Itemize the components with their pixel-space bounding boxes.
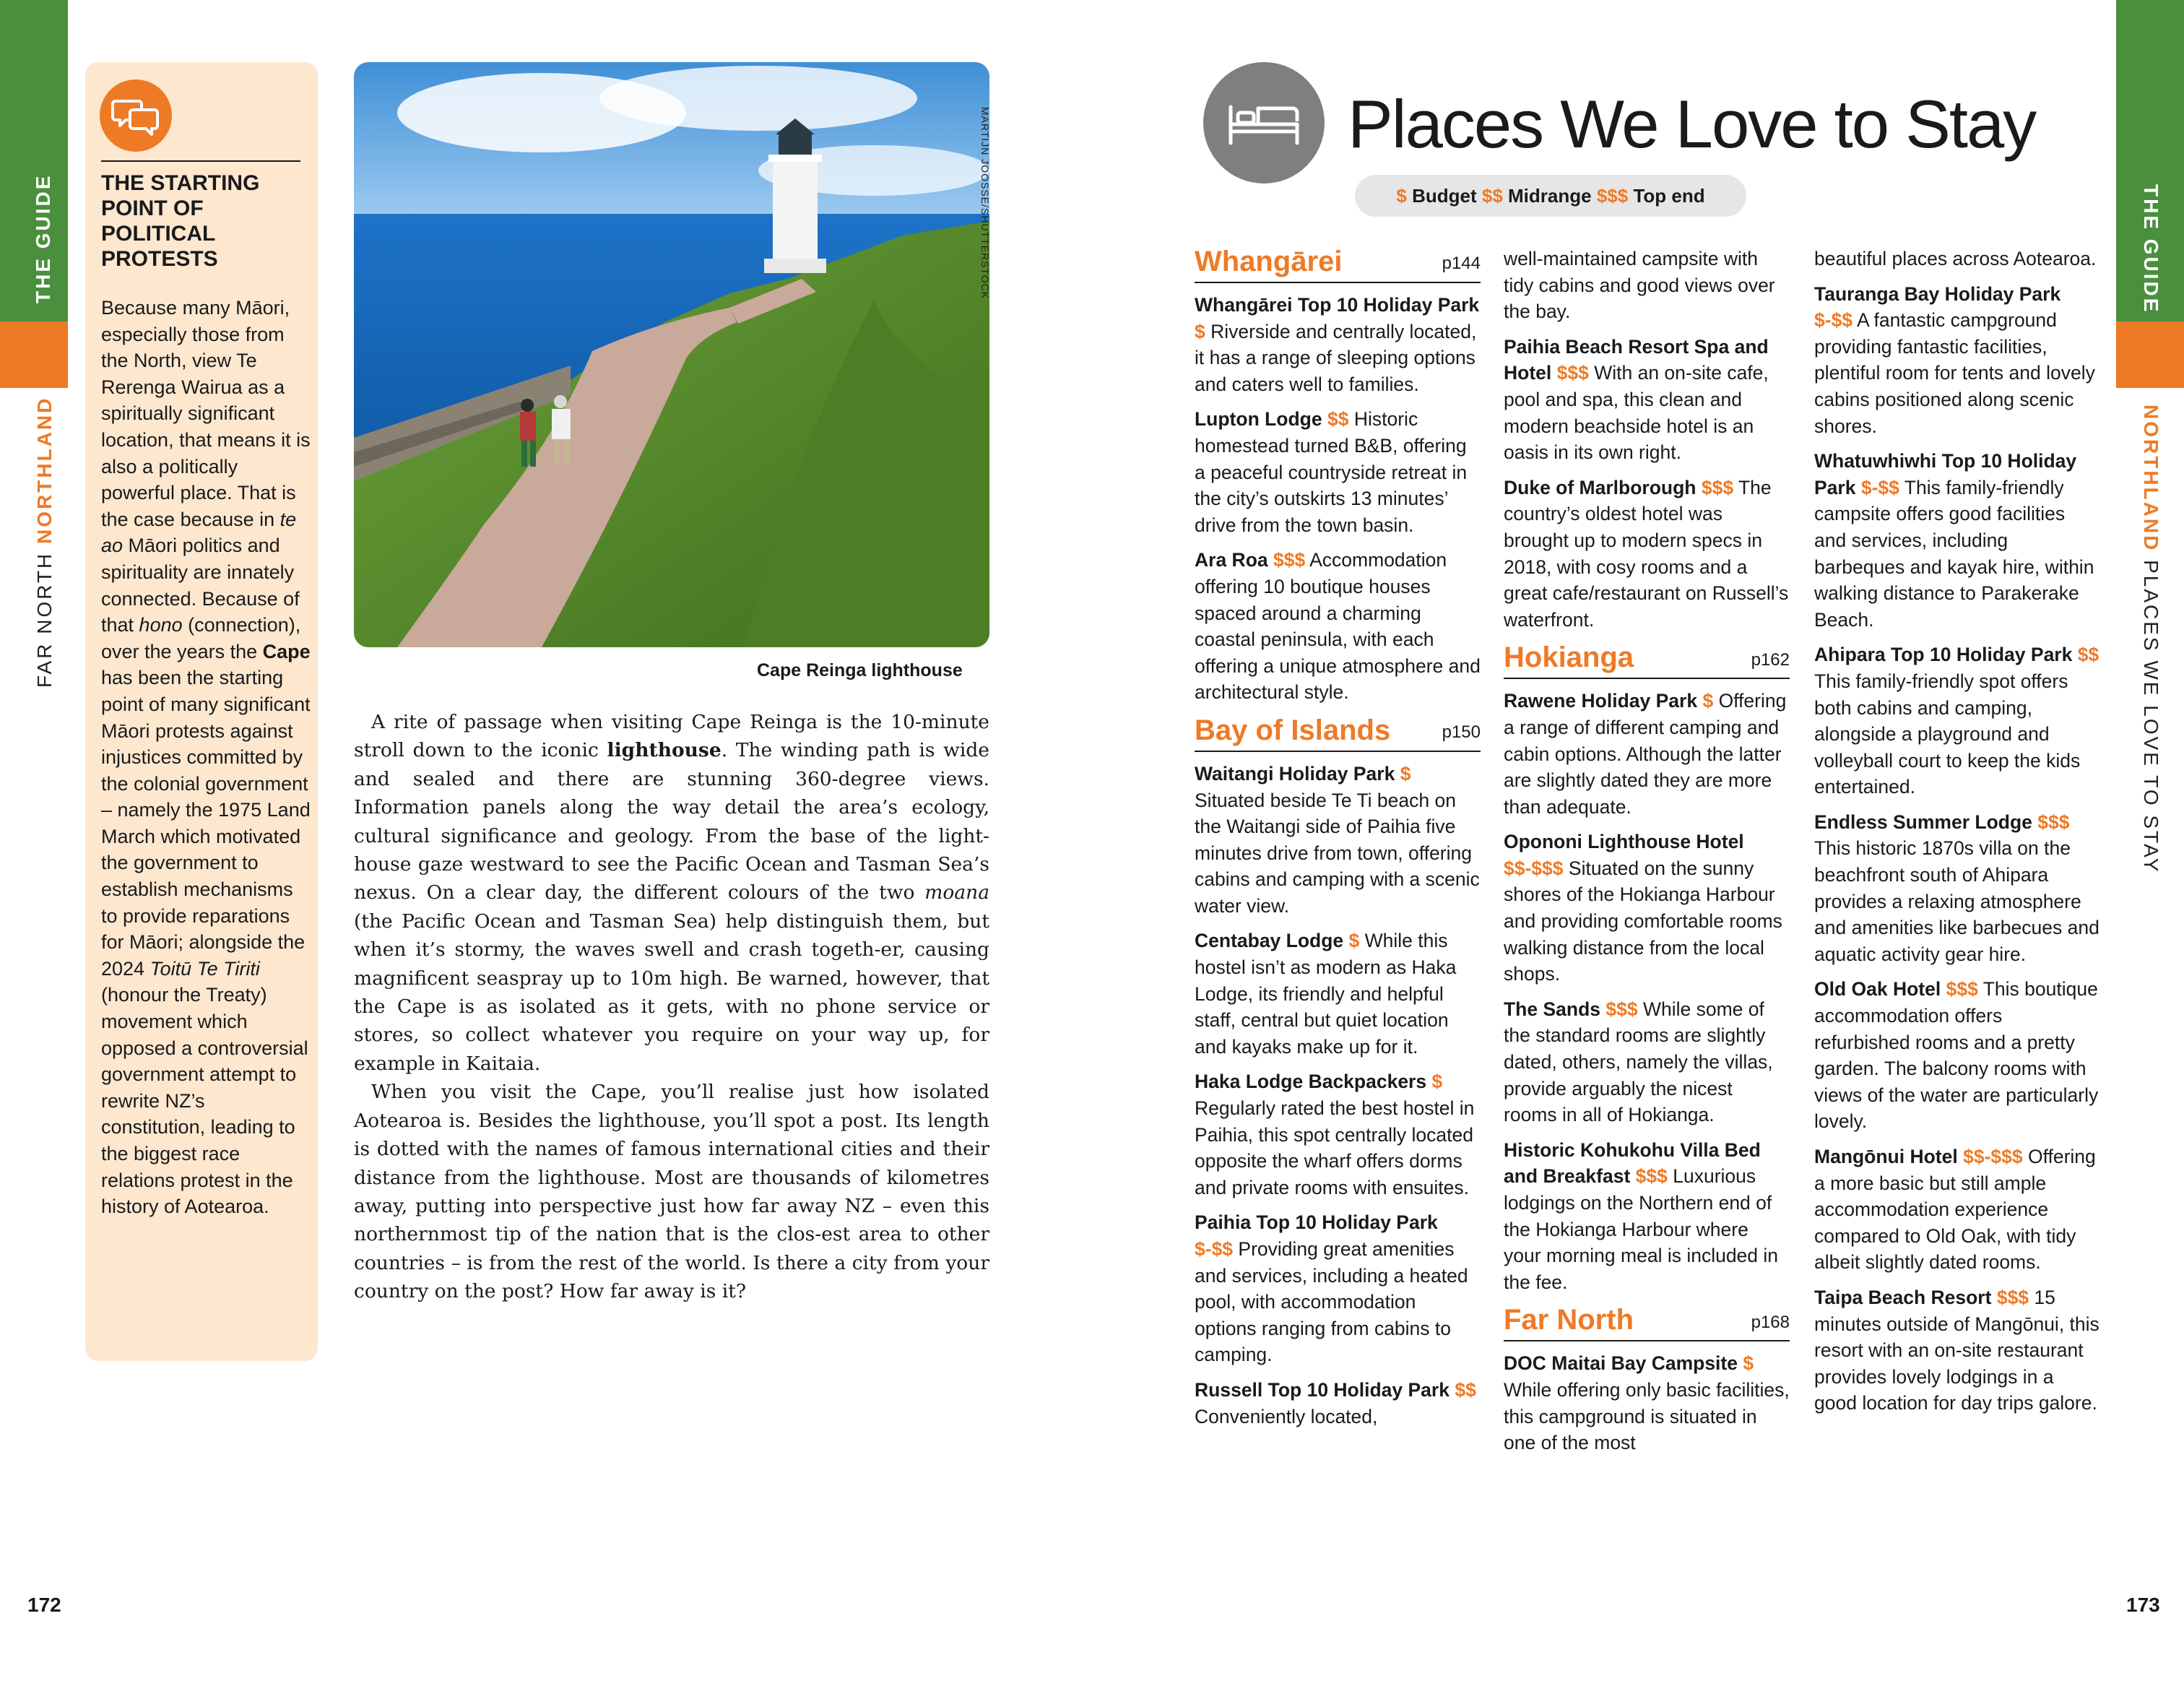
section-tab-left: [0, 321, 68, 388]
page-number-right: 173: [2126, 1594, 2160, 1616]
guide-tab-left-label: THE GUIDE: [32, 173, 54, 303]
sidebar-body: [101, 295, 311, 1220]
price-legend: [1355, 175, 1746, 217]
cape-reinga-lighthouse-photo: [354, 62, 989, 647]
listing-price: $$$: [1606, 998, 1638, 1020]
listing-column-1: [1195, 246, 1481, 1438]
listing-description: Situated beside Te Ti beach on the Waitangi side of Paihia five minutes drive from town, offering cabins and camping with a scenic water view.: [1195, 789, 1480, 917]
listing-price: $: [1431, 1071, 1443, 1093]
listing-name: Historic Kohukohu Villa Bed and Breakfast: [1504, 1138, 1761, 1188]
text-run: (the Pacific Ocean and Tasman Sea) help distinguish them, but when it’s stormy, the waves swell and crash togeth-er, causing magnificent seaspray up to 10m high. Be warned, however, that the Cape is as isolated as it gets, with no phone service or stores, so collect whatever you require on your way up, for example in Kaitaia.: [354, 909, 989, 1075]
listing-item: [1814, 1144, 2100, 1276]
region-page-ref: p162: [1751, 649, 1790, 670]
listing-name: Taipa Beach Resort: [1814, 1286, 1992, 1308]
listing-item: [1195, 1068, 1481, 1201]
listing-price: $$: [1455, 1378, 1476, 1401]
listing-name: Mangōnui Hotel: [1814, 1146, 1958, 1167]
listing-price: $: [1348, 930, 1360, 952]
listing-price: $$$: [1635, 1165, 1668, 1188]
listing-item: [1195, 1377, 1481, 1430]
listing-name: Opononi Lighthouse Hotel: [1504, 831, 1744, 853]
listing-item: [1195, 761, 1481, 920]
region-name: Bay of Islands: [1195, 714, 1391, 746]
listing-description: This historic 1870s villa on the beachfront south of Ahipara provides a relaxing atmosphere and amenities like barbecues and aquatic activity gear hire.: [1814, 837, 2100, 965]
cape-reinga-article: [354, 708, 989, 1306]
listing-price: $$$: [1701, 476, 1734, 498]
page-title: Places We Love to Stay: [1348, 86, 2036, 162]
listing-item: [1504, 475, 1790, 634]
listing-price: $: [1195, 320, 1205, 342]
legend-midrange-symbol: $$: [1481, 185, 1503, 207]
listing-description: While this hostel isn’t as modern as Haka Lodge, its friendly and helpful staff, central but quiet location and kayaks make up for it.: [1195, 930, 1457, 1058]
listing-name: Tauranga Bay Holiday Park: [1814, 282, 2061, 305]
region-heading: [1504, 641, 1790, 679]
listing-item: [1195, 1209, 1481, 1368]
text-run: When you visit the Cape, you’ll realise just how isolated Aotearoa is. Besides the lighthouse, you’ll spot a post. Its length is dotted with the names of famous international cities and their distance from the lighthouse. Most are thousands of kilometres away, putting into perspective just how far away NZ – even this northernmost tip of the nation that is the clos-est area to other countries – is from the rest of the world. Is there a city from your country on the post? How far away is it?: [354, 1081, 989, 1303]
listing-description: While offering only basic facilities, this campground is situated in one of the most: [1504, 1378, 1790, 1454]
listing-item: [1814, 809, 2100, 968]
text-run: te ao: [101, 508, 297, 557]
listing-item: [1195, 547, 1481, 706]
listing-description: A fantastic campground providing fantastic facilities, plentiful room for tents and lovely cabins positioned along scenic shores.: [1814, 309, 2095, 437]
listing-description: Situated on the sunny shores of the Hokianga Harbour and providing comfortable rooms walking distance from the local shops.: [1504, 857, 1782, 985]
region-name: Hokianga: [1504, 641, 1634, 674]
legend-midrange-label: Midrange: [1508, 185, 1592, 207]
text-run: Māori politics and spirituality are innately connected. Because of that: [101, 535, 300, 636]
listing-description: Riverside and centrally located, it has a range of sleeping options and caters well to families.: [1195, 320, 1477, 395]
listing-description: Accommodation offering 10 boutique houses spaced around a charming coastal peninsula, with each offering a unique atmosphere and architectural style.: [1195, 549, 1481, 704]
listing-name: Ara Roa: [1195, 549, 1268, 571]
region-heading: [1195, 246, 1481, 283]
listing-name: Whatuwhiwhi Top 10 Holiday Park: [1814, 450, 2077, 498]
listing-name: DOC Maitai Bay Campsite: [1504, 1352, 1738, 1375]
listing-description: Luxurious lodgings on the Northern end of the Hokianga Harbour where your morning meal is included in the fee.: [1504, 1165, 1779, 1293]
text-run: Because many Māori, especially those from the North, view Te Rerenga Wairua as a spiritually significant location, that means it is also a politically powerful place. That is the case because in: [101, 297, 311, 530]
listing-price: $$-$$$: [1963, 1146, 2023, 1167]
listing-item: [1195, 292, 1481, 397]
listing-price: $$-$$$: [1504, 857, 1564, 879]
listing-price: $: [1702, 690, 1714, 712]
text-run: hono: [139, 614, 183, 636]
listing-item: [1814, 281, 2100, 440]
sidebar-divider: [101, 160, 300, 162]
listing-item: [1814, 976, 2100, 1135]
listing-name: Whangārei Top 10 Holiday Park: [1195, 294, 1480, 316]
far-north-label: FAR NORTH: [33, 551, 56, 688]
listing-price: $$$: [2037, 811, 2070, 833]
text-run: has been the starting point of many significant Māori protests against injustices committed by the colonial government – namely the 1975 Land March which motivated the government to establish mechanisms to provide reparations for Māori; alongside the 2024: [101, 667, 311, 980]
listing-name: The Sands: [1504, 998, 1601, 1020]
text-run: lighthouse: [607, 739, 722, 762]
region-name: Far North: [1504, 1304, 1634, 1336]
listing-price: $$$: [1996, 1286, 2029, 1308]
listing-name: Old Oak Hotel: [1814, 978, 1941, 1001]
listing-name: Waitangi Holiday Park: [1195, 762, 1395, 785]
listing-description: 15 minutes outside of Mangōnui, this resort with an on-site restaurant provides lovely lodgings in a good location for day trips galore.: [1814, 1286, 2100, 1414]
listing-item: [1504, 1350, 1790, 1456]
listing-description: Historic homestead turned B&B, offering a peaceful countryside retreat in the city’s outskirts 13 minutes’ drive from the town basin.: [1195, 408, 1468, 536]
region-heading: [1195, 714, 1481, 752]
guide-tab-right-label: THE GUIDE: [2140, 184, 2162, 314]
listing-description: Offering a more basic but still ample accommodation experience compared to Old Oak, with tidy albeit slightly dated rooms.: [1814, 1146, 2096, 1274]
legend-budget-symbol: $: [1396, 185, 1407, 207]
listing-item: [1504, 1137, 1790, 1296]
northland-label-right: NORTHLAND: [2140, 405, 2162, 553]
listing-description: Offering a range of different camping and cabin options. Although the latter are slightly dated they are more than adequate.: [1504, 690, 1787, 818]
listing-item: [1814, 1284, 2100, 1417]
listing-name: Paihia Top 10 Holiday Park: [1195, 1211, 1438, 1234]
listing-name: Endless Summer Lodge: [1814, 811, 2032, 833]
listing-description: This family-friendly campsite offers good facilities and services, including barbeques and kayak hire, within walking distance to Parakerake Beach.: [1814, 476, 2094, 631]
listing-column-3: [1814, 246, 2100, 1425]
section-tab-left-label: [33, 397, 56, 688]
page-number-left: 172: [27, 1594, 61, 1616]
listing-name: Lupton Lodge: [1195, 408, 1322, 431]
listing-description: While some of the standard rooms are slightly dated, others, namely the villas, provide arguably the nicest rooms in all of Hokianga.: [1504, 998, 1773, 1126]
listing-price: $$: [2077, 644, 2100, 666]
listing-item: [1504, 829, 1790, 988]
listing-name: Centabay Lodge: [1195, 930, 1344, 952]
listing-description: This family-friendly spot offers both cabins and camping, alongside a playground and volleyball court to keep the kids entertained.: [1814, 670, 2081, 798]
listing-name: Paihia Beach Resort Spa and Hotel: [1504, 335, 1769, 384]
places-label-right: PLACES WE LOVE TO STAY: [2140, 560, 2162, 874]
text-run: (connection), over the years the: [101, 614, 301, 662]
listing-item: [1814, 641, 2100, 800]
section-tab-right: [2116, 321, 2184, 388]
listing-price: $: [1743, 1352, 1754, 1375]
region-page-ref: p144: [1442, 254, 1481, 274]
article-paragraph-2: [354, 1078, 989, 1305]
listing-item: [1504, 688, 1790, 820]
text-run: moana: [924, 881, 989, 904]
region-page-ref: p150: [1442, 722, 1481, 743]
listing-price: $-$$: [1195, 1238, 1234, 1260]
legend-topend-symbol: $$$: [1596, 185, 1629, 207]
listing-description: Regularly rated the best hostel in Paihia, this spot centrally located opposite the wharf offers dorms and private rooms with ensuites.: [1195, 1097, 1475, 1198]
listing-price: $$$: [1273, 549, 1306, 571]
legend-topend-label: Top end: [1633, 185, 1705, 207]
listing-price: $: [1400, 762, 1411, 785]
section-tab-right-label: [2139, 405, 2162, 873]
region-name: Whangārei: [1195, 246, 1343, 277]
text-run: . The winding path is wide and sealed and there are stunning 360-degree views. Information panels along the way detail the area’s ecology, cultural significance and geology. From the base of the light-house gaze westward to see the Pacific Ocean and Tasman Sea’s nexus. On a clear day, the different colours of the two: [354, 739, 989, 904]
listing-name: Haka Lodge Backpackers: [1195, 1071, 1427, 1093]
listing-item: [1504, 996, 1790, 1128]
text-run: A rite of passage when visiting Cape Reinga is the 10-minute stroll down to the iconic: [354, 711, 989, 762]
listing-name: Rawene Holiday Park: [1504, 690, 1698, 712]
listing-name: Russell Top 10 Holiday Park: [1195, 1378, 1450, 1401]
listing-price: $$: [1327, 408, 1349, 431]
bed-icon: [1203, 62, 1325, 183]
listing-description: Providing great amenities and services, including a heated pool, with accommodation options ranging from cabins to camping.: [1195, 1238, 1468, 1366]
chat-bubbles-icon: [100, 79, 172, 152]
region-page-ref: p168: [1751, 1312, 1790, 1332]
listing-continued: well-maintained campsite with tidy cabins and good views over the bay.: [1504, 248, 1775, 323]
northland-label: NORTHLAND: [33, 396, 56, 544]
listing-price: $-$$: [1860, 476, 1899, 498]
text-run: (honour the Treaty) movement which opposed a controversial government attempt to rewrite NZ’s constitution, leading to the biggest race relations protest in the history of Aotearoa.: [101, 984, 308, 1218]
listing-item: [1504, 334, 1790, 466]
listing-column-2: [1504, 246, 1790, 1465]
listing-price: $$$: [1946, 978, 1978, 1001]
listing-name: Ahipara Top 10 Holiday Park: [1814, 644, 2073, 666]
listing-name: Duke of Marlborough: [1504, 476, 1696, 498]
listing-continued: beautiful places across Aotearoa.: [1814, 248, 2097, 269]
text-run: Cape: [262, 640, 311, 662]
listing-item: [1195, 406, 1481, 538]
text-run: Toitū Te Tiriti: [150, 957, 260, 980]
listing-description: With an on-site cafe, pool and spa, this clean and modern beachside hotel is an oasis in its own right.: [1504, 362, 1769, 464]
listing-description: The country’s oldest hotel was brought up to modern specs in 2018, with cosy rooms and a great cafe/restaurant on Russell’s waterfront.: [1504, 476, 1789, 631]
listing-item: [1195, 928, 1481, 1060]
article-paragraph-1: [354, 708, 989, 1078]
listing-price: $-$$: [1814, 309, 1853, 332]
listing-description: Conveniently located,: [1195, 1405, 1378, 1427]
photo-credit: MARTIJN JOOSSE/SHUTTERSTOCK: [979, 107, 991, 300]
listing-description: This boutique accommodation offers refurbished rooms and a pretty garden. The balcony rooms with views of the water are particularly lovely.: [1814, 978, 2099, 1133]
sidebar-title: THE STARTING POINT OF POLITICAL PROTESTS: [101, 171, 260, 271]
listing-item: [1814, 448, 2100, 633]
listing-price: $$$: [1556, 362, 1589, 384]
region-heading: [1504, 1304, 1790, 1341]
legend-budget-label: Budget: [1412, 185, 1477, 207]
photo-caption: Cape Reinga lighthouse: [757, 660, 963, 680]
